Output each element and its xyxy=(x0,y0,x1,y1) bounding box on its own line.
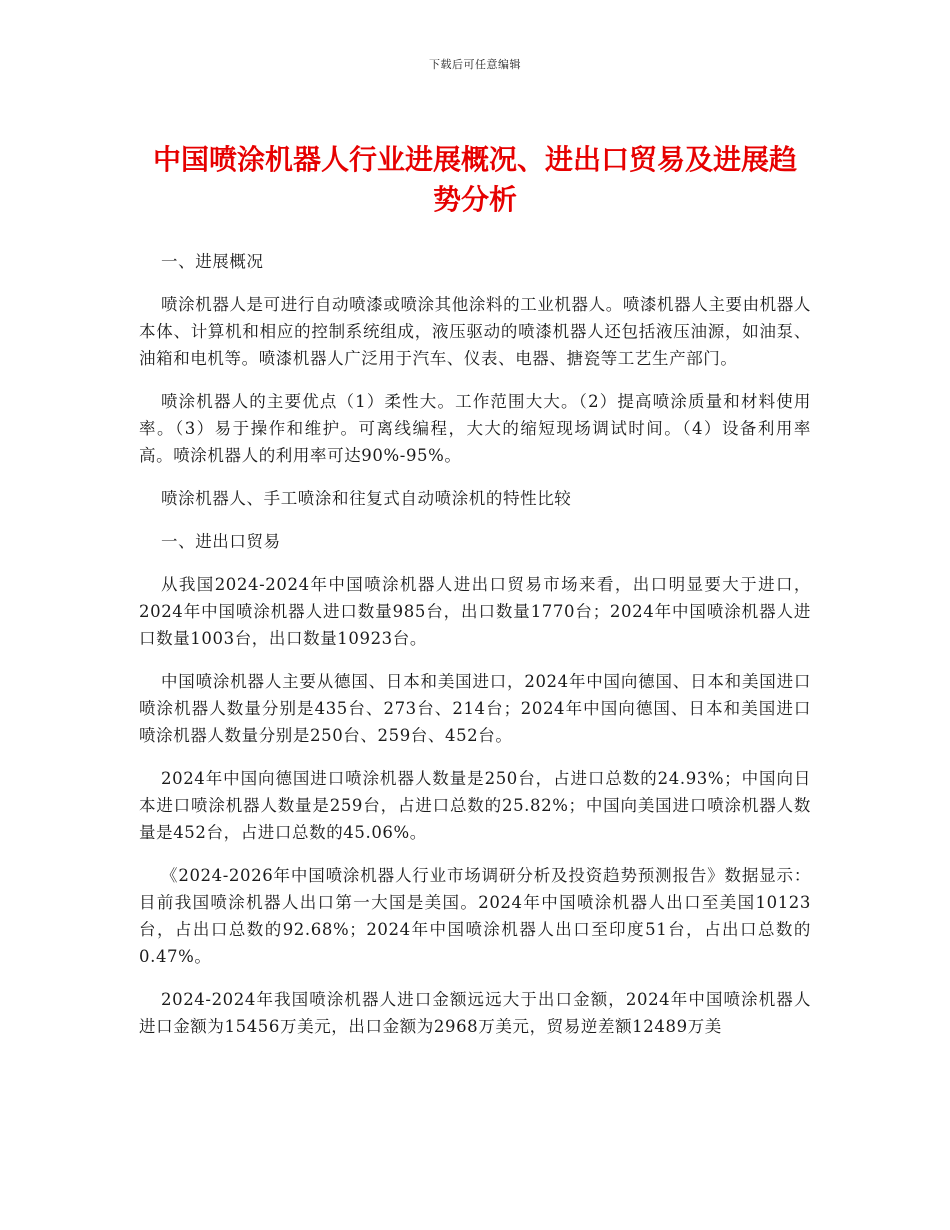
paragraph: 喷涂机器人是可进行自动喷漆或喷涂其他涂料的工业机器人。喷漆机器人主要由机器人本体、计算机和相应的控制系统组成，液压驱动的喷漆机器人还包括液压油源，如油泵、油箱和电机等。喷漆机器人广泛用于汽车、仪表、电器、搪瓷等工艺生产部门。 xyxy=(139,295,811,368)
paragraph: 从我国2024-2024年中国喷涂机器人进出口贸易市场来看，出口明显要大于进口，2024年中国喷涂机器人进口数量985台，出口数量1770台；2024年中国喷涂机器人进口数量1003台，出口数量10923台。 xyxy=(139,575,811,648)
section-heading: 一、进展概况 xyxy=(161,252,264,271)
paragraph: 喷涂机器人、手工喷涂和往复式自动喷涂机的特性比较 xyxy=(161,489,572,508)
paragraph: 2024年中国向德国进口喷涂机器人数量是250台，占进口总数的24.93%；中国向日本进口喷涂机器人数量是259台，占进口总数的25.82%；中国向美国进口喷涂机器人数量是452台，占进口总数的45.06%。 xyxy=(139,769,811,842)
document-body xyxy=(139,248,811,1056)
paragraph: 2024-2024年我国喷涂机器人进口金额远远大于出口金额，2024年中国喷涂机器人进口金额为15456万美元，出口金额为2968万美元，贸易逆差额12489万美 xyxy=(139,990,811,1036)
document-title: 中国喷涂机器人行业进展概况、进出口贸易及进展趋势分析 xyxy=(152,143,797,216)
header-note: 下载后可任意编辑 xyxy=(429,58,521,71)
paragraph: 《2024-2026年中国喷涂机器人行业市场调研分析及投资趋势预测报告》数据显示：目前我国喷涂机器人出口第一大国是美国。2024年中国喷涂机器人出口至美国10123台，占出口总数的92.68%；2024年中国喷涂机器人出口至印度51台，占出口总数的0.47%。 xyxy=(139,866,811,966)
paragraph: 喷涂机器人的主要优点（1）柔性大。工作范围大大。（2）提高喷涂质量和材料使用率。（3）易于操作和维护。可离线编程，大大的缩短现场调试时间。（4）设备利用率高。喷涂机器人的利用率可达90%-95%。 xyxy=(139,392,811,465)
section-heading: 一、进出口贸易 xyxy=(161,532,281,551)
paragraph: 中国喷涂机器人主要从德国、日本和美国进口，2024年中国向德国、日本和美国进口喷涂机器人数量分别是435台、273台、214台；2024年中国向德国、日本和美国进口喷涂机器人数量分别是250台、259台、452台。 xyxy=(139,672,811,745)
